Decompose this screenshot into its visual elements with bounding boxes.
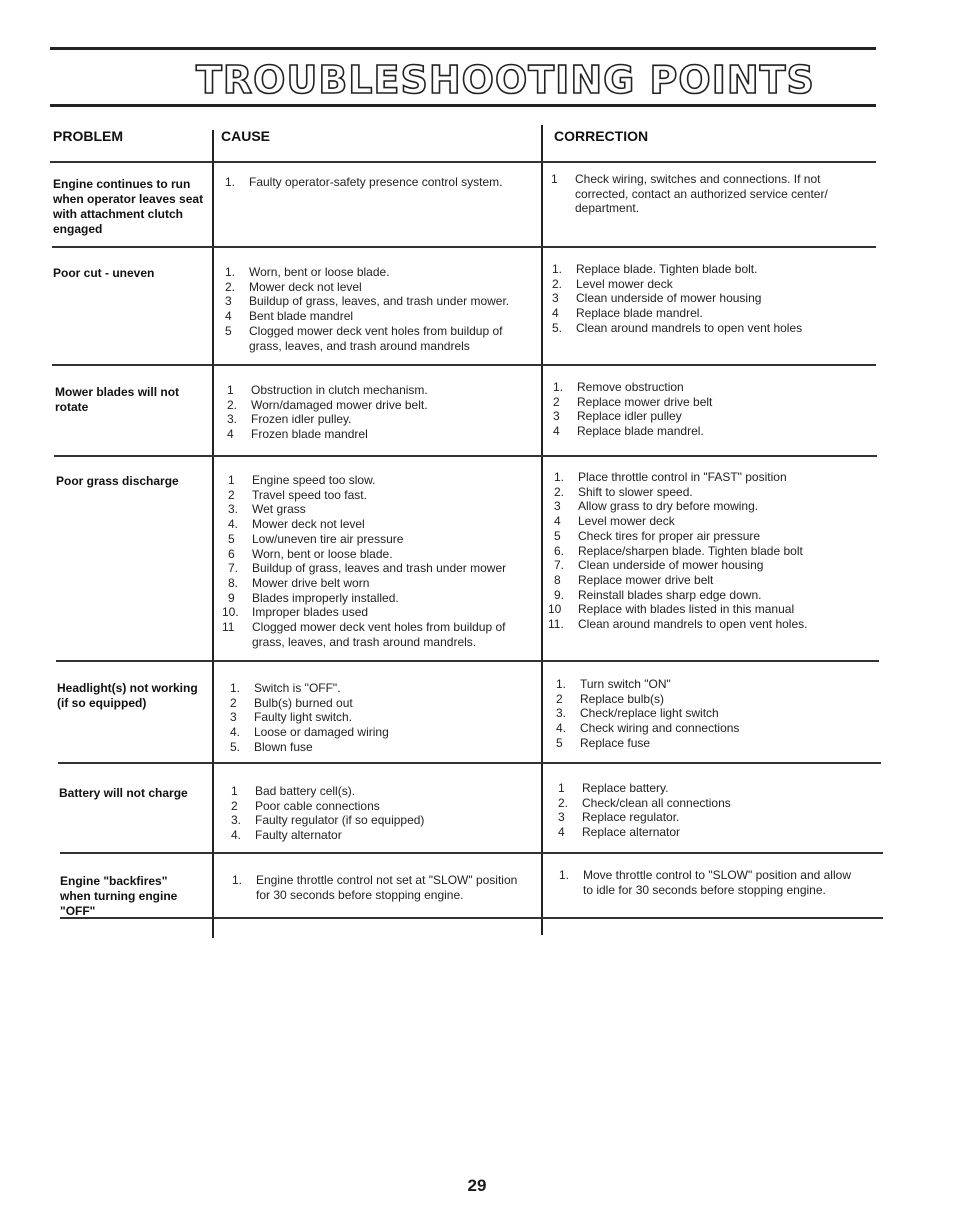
- problem-text: Engine "backfires" when turning engine "OFF": [60, 874, 178, 918]
- list-item: 3. Frozen idler pulley.: [227, 412, 352, 427]
- list-item: 1. Replace blade. Tighten blade bolt.: [552, 262, 758, 276]
- list-item: 2 Travel speed too fast.: [228, 487, 367, 502]
- problem-text: Battery will not charge: [59, 786, 188, 800]
- list-item: 7. Buildup of grass, leaves and trash under mower: [228, 561, 507, 576]
- list-item: 1. Move throttle control to "SLOW" position and allow to idle for 30 seconds before stopping engine.: [559, 868, 851, 897]
- list-item: 8 Replace mower drive belt: [554, 572, 714, 587]
- list-item: 3. Check/replace light switch: [556, 706, 719, 721]
- list-item: 3. Wet grass: [228, 502, 306, 517]
- list-item: 1 Engine speed too slow.: [228, 473, 376, 487]
- list-item: 3 Allow grass to dry before mowing.: [554, 499, 759, 514]
- list-item: 4 Replace alternator: [558, 825, 681, 840]
- header-problem: PROBLEM: [53, 128, 123, 144]
- cause-list: [231, 784, 536, 843]
- cause-list: [222, 473, 533, 649]
- list-item: 1 Obstruction in clutch mechanism.: [227, 383, 428, 397]
- header-cause: CAUSE: [221, 128, 271, 144]
- correction-list: [552, 262, 852, 336]
- list-item: 6. Replace/sharpen blade. Tighten blade bolt: [554, 543, 803, 558]
- list-item: 4 Level mower deck: [554, 514, 675, 529]
- list-item: 4. Mower deck not level: [228, 517, 365, 532]
- list-item: 5. Clean around mandrels to open vent holes: [552, 320, 803, 335]
- list-item: 7. Clean underside of mower housing: [554, 558, 764, 573]
- header-correction: CORRECTION: [554, 128, 649, 144]
- list-item: 2. Worn/damaged mower drive belt.: [227, 397, 428, 412]
- list-item: 2. Shift to slower speed.: [554, 484, 693, 499]
- list-item: 11. Clean around mandrels to open vent holes.: [548, 617, 808, 632]
- list-item: 2. Mower deck not level: [225, 279, 362, 294]
- list-item: 5. Blown fuse: [230, 739, 313, 754]
- correction-list: [559, 868, 864, 897]
- list-item: 4 Bent blade mandrel: [225, 309, 354, 324]
- list-item: 8. Mower drive belt worn: [228, 575, 370, 590]
- list-item: 10. Improper blades used: [222, 605, 369, 620]
- list-item: 4. Faulty alternator: [231, 828, 342, 843]
- correction-list: [553, 380, 853, 439]
- list-item: 4 Replace blade mandrel.: [552, 306, 703, 321]
- problem-text: Poor cut - uneven: [53, 266, 155, 280]
- cause-list: [227, 383, 532, 442]
- list-item: 2 Replace bulb(s): [556, 691, 665, 706]
- list-item: 2. Check/clean all connections: [558, 795, 731, 810]
- list-item: 1. Worn, bent or loose blade.: [225, 265, 390, 279]
- list-item: 4 Replace blade mandrel.: [553, 424, 704, 439]
- list-item: 5 Check tires for proper air pressure: [554, 528, 761, 543]
- page-title: TROUBLESHOOTING POINTS: [196, 58, 815, 102]
- correction-list: [551, 172, 851, 216]
- list-item: 1. Remove obstruction: [553, 380, 684, 394]
- list-item: 3 Buildup of grass, leaves, and trash under mower.: [225, 294, 510, 309]
- list-item: 5 Clogged mower deck vent holes from buildup of grass, leaves, and trash around mandrels: [225, 323, 503, 353]
- list-item: 1. Faulty operator-safety presence control system.: [225, 175, 503, 189]
- list-item: 1 Replace battery.: [558, 781, 669, 795]
- list-item: 3. Faulty regulator (if so equipped): [231, 813, 425, 828]
- cause-list: [225, 265, 530, 353]
- row-separator: [52, 246, 876, 248]
- list-item: 2 Bulb(s) burned out: [230, 695, 353, 710]
- row-separator: [58, 762, 881, 764]
- list-item: 5 Low/uneven tire air pressure: [228, 531, 404, 546]
- problem-text: Headlight(s) not working (if so equipped): [57, 681, 198, 710]
- problem-text: Engine continues to run when operator leaves seat with attachment clutch engaged: [53, 177, 204, 236]
- list-item: 3 Faulty light switch.: [230, 710, 353, 725]
- correction-list: [548, 470, 854, 632]
- correction-list: [558, 781, 858, 840]
- list-item: 3 Clean underside of mower housing: [552, 291, 762, 306]
- list-item: 1. Place throttle control in "FAST" position: [554, 470, 787, 484]
- row-separator: [54, 455, 877, 457]
- row-separator: [52, 364, 876, 366]
- list-item: 2. Level mower deck: [552, 276, 673, 291]
- list-item: 1. Turn switch "ON": [556, 677, 671, 691]
- row-separator: [60, 852, 883, 854]
- list-item: 4 Frozen blade mandrel: [227, 427, 368, 442]
- list-item: 2 Poor cable connections: [231, 798, 380, 813]
- list-item: 11 Clogged mower deck vent holes from buildup of grass, leaves, and trash around mandrels.: [222, 620, 506, 649]
- cause-list: [230, 681, 535, 755]
- list-item: 5 Replace fuse: [556, 735, 651, 750]
- list-item: 1 Bad battery cell(s).: [231, 784, 356, 798]
- list-item: 10 Replace with blades listed in this manual: [548, 602, 795, 617]
- problem-text: Poor grass discharge: [56, 474, 179, 488]
- list-item: 1. Switch is "OFF".: [230, 681, 341, 695]
- list-item: 3 Replace idler pulley: [553, 409, 682, 424]
- cause-list: [225, 175, 530, 190]
- page-number: 29: [467, 1176, 487, 1195]
- list-item: 6 Worn, bent or loose blade.: [228, 546, 393, 561]
- list-item: 1. Engine throttle control not set at "SLOW" position for 30 seconds before stopping engine.: [232, 873, 518, 902]
- list-item: 9. Reinstall blades sharp edge down.: [554, 587, 762, 602]
- cause-list: [232, 873, 522, 902]
- list-item: 1 Check wiring, switches and connections. If not corrected, contact an authorized service center/ department.: [551, 172, 828, 216]
- correction-list: [556, 677, 856, 751]
- row-separator: [56, 660, 879, 662]
- list-item: 4. Check wiring and connections: [556, 721, 740, 736]
- list-item: 9 Blades improperly installed.: [228, 590, 399, 605]
- title-rule-top: [50, 47, 876, 50]
- title-rule-bottom: [50, 104, 876, 107]
- row-separator: [50, 161, 876, 163]
- column-divider-1: [212, 130, 214, 938]
- list-item: 4. Loose or damaged wiring: [230, 725, 389, 740]
- problem-text: Mower blades will not rotate: [55, 385, 180, 414]
- list-item: 3 Replace regulator.: [558, 810, 680, 825]
- list-item: 2 Replace mower drive belt: [553, 394, 713, 409]
